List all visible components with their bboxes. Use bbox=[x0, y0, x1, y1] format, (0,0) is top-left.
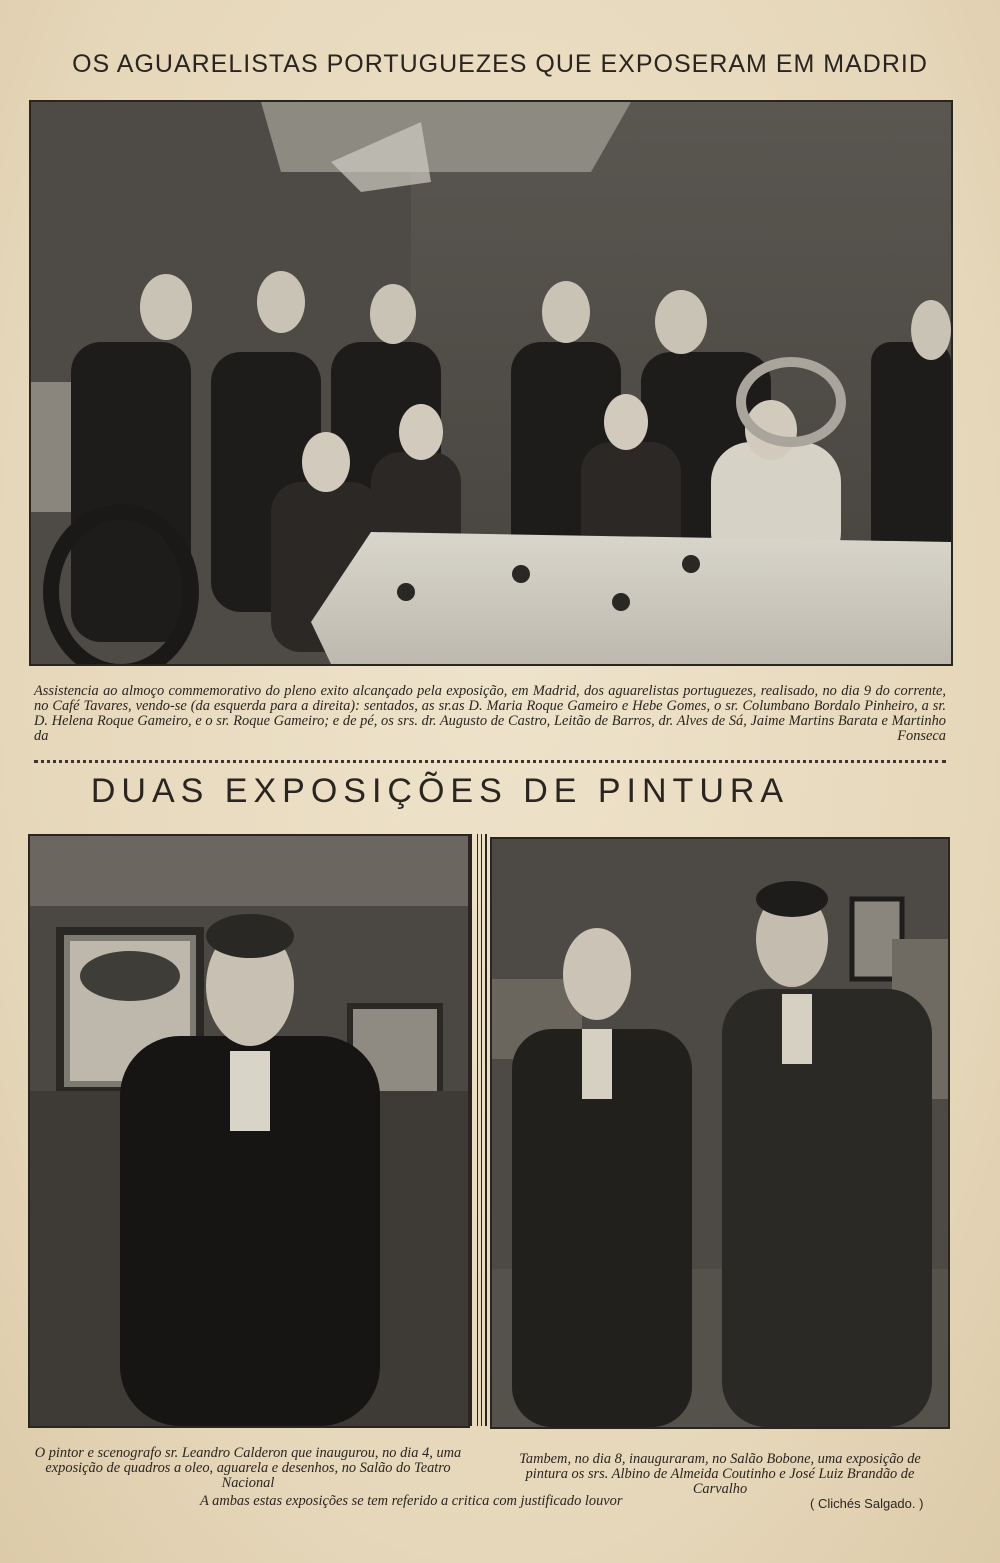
section-title: DUAS EXPOSIÇÕES DE PINTURA bbox=[90, 772, 790, 810]
section-divider bbox=[34, 760, 946, 763]
calderon-caption: O pintor e scenografo sr. Leandro Calderon que inaugurou, no dia 4, uma exposição de quadros a oleo, aguarela e desenhos, no Salão do Teatro Nacional bbox=[34, 1445, 462, 1491]
coutinho-carvalho-caption: Tambem, no dia 8, inauguraram, no Salão Bobone, uma exposição de pintura os srs. Albino de Almeida Coutinho e José Luiz Brandão de Carvalho bbox=[519, 1451, 921, 1497]
coutinho-carvalho-photo bbox=[490, 837, 950, 1429]
group-photo-caption: Assistencia ao almoço commemorativo do pleno exito alcançado pela exposição, em Madrid, dos aguarelistas portuguezes, realisado, no dia 9 do corrente, no Café Tavares, vendo-se (da esquerda para a direita): sentados, as sr.as D. Maria Roque Gameiro e Hebe Gomes, o sr. Columbano Bordalo Pinheiro, a sr. D. Helena Roque Gameiro, e o sr. Roque Gameiro; e de pé, os srs. dr. Augusto de Castro, Leitão de Barros, dr. Alves de Sá, Jaime Martins Barata e Martinho da Fonseca bbox=[34, 683, 946, 744]
calderon-portrait-photo bbox=[28, 834, 470, 1428]
page-title: OS AGUARELISTAS PORTUGUEZES QUE EXPOSERAM EM MADRID bbox=[72, 50, 928, 78]
photo-column-divider bbox=[470, 834, 487, 1426]
photo-credit: ( Clichés Salgado. ) bbox=[810, 1496, 924, 1511]
exhibitions-note: A ambas estas exposições se tem referido a critica com justificado louvor bbox=[200, 1493, 623, 1509]
group-lunch-photo bbox=[29, 100, 953, 666]
